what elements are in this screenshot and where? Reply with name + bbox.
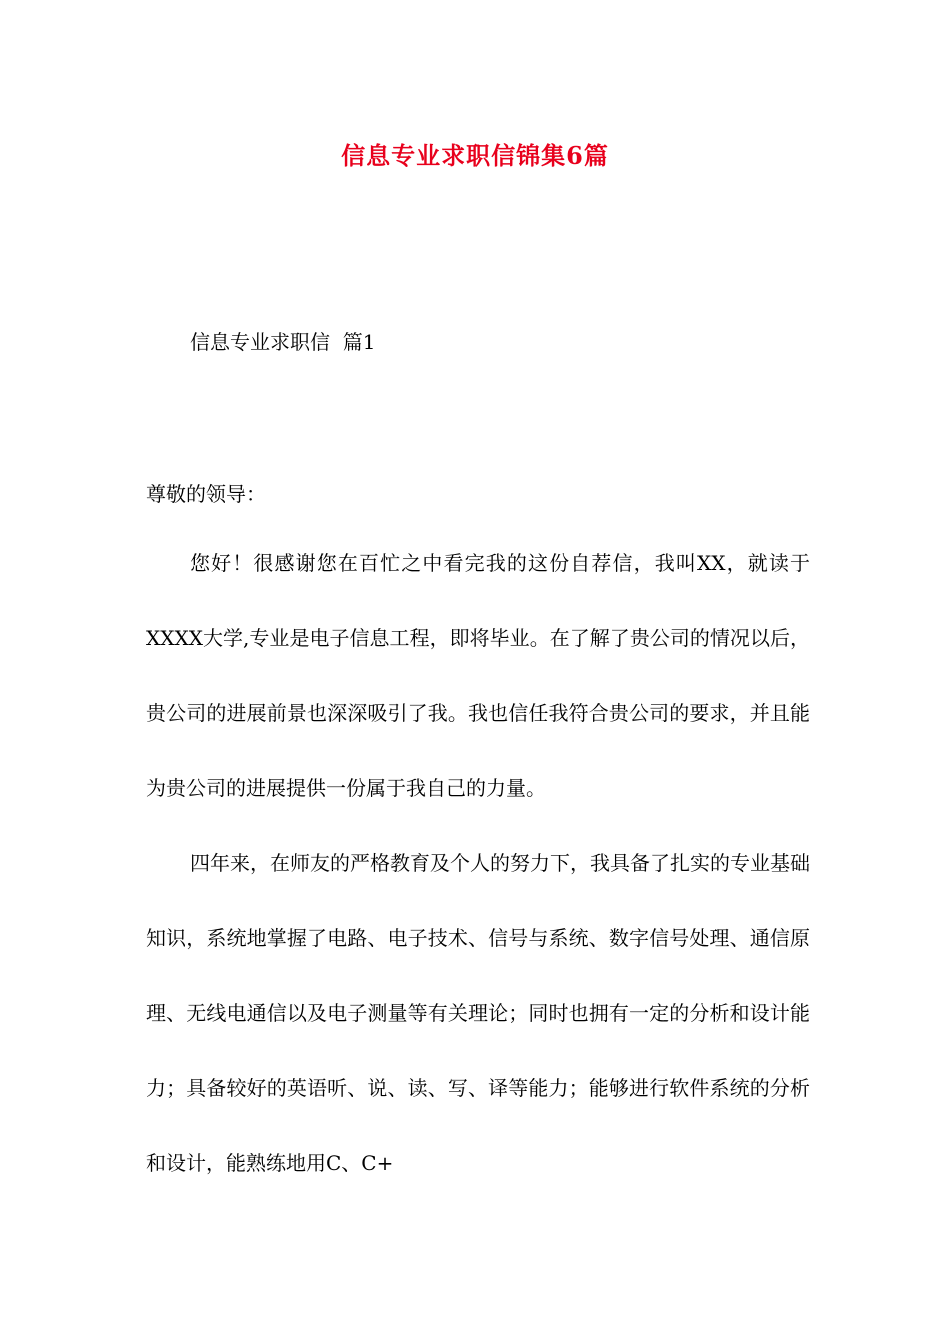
body-paragraph: 您好！很感谢您在百忙之中看完我的这份自荐信，我叫XX，就读于XXXX大学,专业是电子信息工程，即将毕业。在了解了贵公司的情况以后，贵公司的进展前景也深深吸引了我。我也信任我符合贵公司的要求，并且能为贵公司的进展提供一份属于我自己的力量。 [146,551,810,800]
document-title: 信息专业求职信锦集6篇 [341,141,609,170]
body-paragraph: 四年来，在师友的严格教育及个人的努力下，我具备了扎实的专业基础知识，系统地掌握了电路、电子技术、信号与系统、数字信号处理、通信原理、无线电通信以及电子测量等有关理论；同时也拥有一定的分析和设计能力；具备较好的英语听、说、读、写、译等能力；能够进行软件系统的分析和设计，能熟练地用C、C+ [146,851,810,1175]
section-heading: 信息专业求职信 篇1 [190,330,376,354]
salutation: 尊敬的领导： [146,482,266,506]
